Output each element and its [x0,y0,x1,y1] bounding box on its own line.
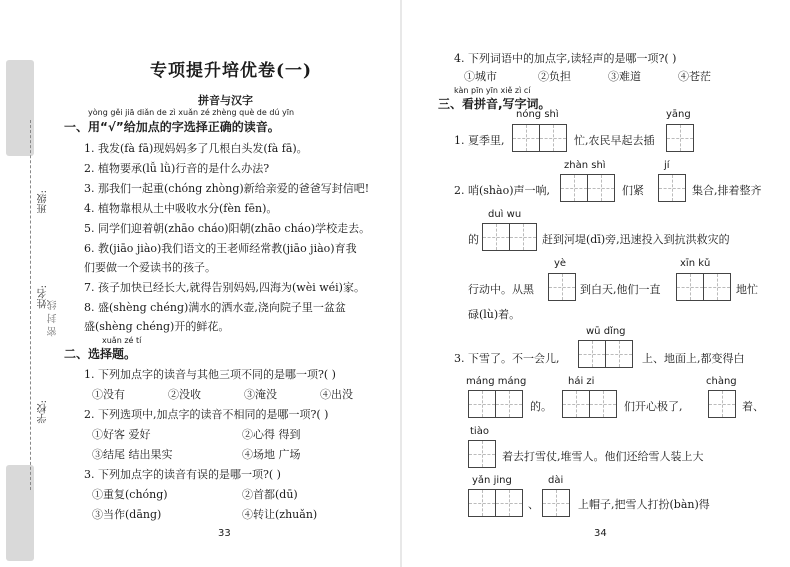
page-number: 33 [218,528,231,539]
sec1-item: 3. 那我们一起重(chóng zhòng)新给亲爱的爸爸写封信吧! [84,182,370,195]
write-box-nongshi[interactable] [512,124,567,152]
sec1-pinyin: yòng gěi jiā diǎn de zì xuǎn zé zhèng què de dú yīn [88,108,295,117]
q2-option: ②心得 得到 [242,428,301,441]
write-box-tiao[interactable] [468,440,496,468]
write-box-chang[interactable] [708,390,736,418]
q2-option: ①好客 爱好 [92,428,151,441]
write-box-haizi[interactable] [562,390,617,418]
sec1-item: 6. 教(jiāo jiào)我们语文的王老师经常教(jiāo jiào)育我 [84,242,357,255]
q1-option: ①没有 [92,388,125,401]
pinyin-label: yè [554,258,567,269]
q2-option: ③结尾 结出果实 [92,448,173,461]
pinyin-label: tiào [470,426,489,437]
question-3: 3. 下列加点字的读音有误的是哪一项?( ) [84,468,281,481]
seal-label: 密 封 线 [48,300,59,337]
page-34 [402,0,790,567]
pinyin-label: yǎn jing [472,475,512,486]
p3-text: 着、 [742,400,764,413]
q4-option: ③难道 [608,70,641,83]
sec1-item: 8. 盛(shèng chéng)满水的洒水壶,浇向院子里一盆盆 [84,301,346,314]
p3-text: 上帽子,把雪人打扮(bàn)得 [578,498,710,511]
sec1-item: 7. 孩子加快已经长大,就得告别妈妈,四海为(wèi wéi)家。 [84,281,365,294]
write-box-zhanshi[interactable] [560,174,615,202]
pinyin-label: jí [664,160,670,171]
sec1-item: 1. 我发(fà fā)现妈妈多了几根白头发(fà fā)。 [84,142,308,155]
sec1-item: 们要做一个爱读书的孩子。 [84,261,216,274]
page-title: 专项提升培优卷(一) [150,61,313,81]
sec1-item: 5. 同学们迎着朝(zhāo cháo)阳朝(zhāo cháo)学校走去。 [84,222,371,235]
p2-text: 们紧 [622,184,644,197]
write-box-ji[interactable] [658,174,686,202]
write-box-yanjing[interactable] [468,489,523,517]
p2-text: 2. 哨(shào)声一响, [454,184,550,197]
class-label: 班级: [38,190,49,214]
p3-text: 3. 下雪了。不一会儿, [454,352,560,365]
p2-text: 的 [468,233,479,246]
sec1-item: 盛(shèng chéng)开的鲜花。 [84,320,230,333]
sec1-item: 4. 植物靠根从土中吸收水分(fèn fēn)。 [84,202,278,215]
q1-option: ③淹没 [244,388,277,401]
p1-text: 1. 夏季里, [454,134,505,147]
name-label: 姓名: [38,285,49,309]
sec1-title: 一、用“√”给加点的字选择正确的读音。 [64,120,280,134]
pinyin-label: xīn kǔ [680,258,711,269]
pinyin-label: wū dǐng [586,326,626,337]
q2-option: ④场地 广场 [242,448,301,461]
p1-text: 忙,农民早起去插 [574,134,655,147]
q1-option: ②没收 [168,388,201,401]
write-box-ye[interactable] [548,273,576,301]
p2-text: 到白天,他们一直 [580,283,661,296]
pinyin-label: dài [548,475,564,486]
page-33 [58,0,398,567]
question-2: 2. 下列选项中,加点字的读音不相同的是哪一项?( ) [84,408,329,421]
p2-text: 地忙 [736,283,758,296]
page-number: 34 [594,528,607,539]
school-label: 学校: [38,400,49,424]
q3-option: ②首都(dū) [242,488,298,501]
p3-text: 上、地面上,都变得白 [642,352,745,365]
write-box-dai[interactable] [542,489,570,517]
p3-text: 的。 [530,400,552,413]
pinyin-label: chàng [706,376,737,387]
seal-line [30,120,31,490]
sec2-pinyin: xuǎn zé tí [102,336,142,345]
write-box-yang[interactable] [666,124,694,152]
q4-option: ①城市 [464,70,497,83]
p3-text: 着去打雪仗,堆雪人。他们还给雪人装上大 [502,450,704,463]
page-subtitle: 拼音与汉字 [198,94,253,107]
pinyin-label: zhàn shì [564,160,606,171]
pinyin-label: máng máng [466,376,527,387]
sec3-title: 三、看拼音,写字词。 [438,97,551,111]
p3-text: 们开心极了, [624,400,683,413]
pinyin-label: hái zi [568,376,595,387]
p2-text: 集合,排着整齐 [692,184,762,197]
q4-option: ②负担 [538,70,571,83]
q3-option: ④转让(zhuǎn) [242,508,318,521]
binding-strip [0,0,58,567]
sec3-pinyin: kàn pīn yīn xiě zì cí [454,86,531,95]
q4-option: ④苍茫 [678,70,711,83]
sec2-title: 二、选择题。 [64,347,137,361]
pinyin-label: duì wu [488,209,522,220]
write-box-wuding[interactable] [578,340,633,368]
p3-text: 、 [528,498,539,511]
p2-text: 碌(lù)着。 [468,308,521,321]
q3-option: ③当作(dāng) [92,508,162,521]
pinyin-label: nóng shì [516,109,559,120]
q3-option: ①重复(chóng) [92,488,168,501]
p2-text: 行动中。从黑 [468,283,534,296]
write-box-xinku[interactable] [676,273,731,301]
write-box-duiwu[interactable] [482,223,537,251]
pinyin-label: yāng [666,109,691,120]
q1-option: ④出没 [320,388,353,401]
write-box-mangmang[interactable] [468,390,523,418]
question-4: 4. 下列词语中的加点字,读轻声的是哪一项?( ) [454,52,677,65]
question-1: 1. 下列加点字的读音与其他三项不同的是哪一项?( ) [84,368,336,381]
p2-text: 赶到河堤(dī)旁,迅速投入到抗洪救灾的 [542,233,730,246]
sec1-item: 2. 植物要承(lǚ lǜ)行音的是什么办法? [84,162,270,175]
